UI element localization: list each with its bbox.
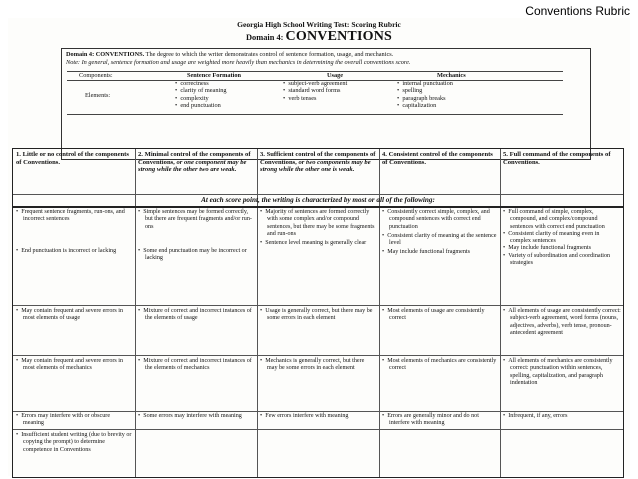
row-divider (13, 194, 623, 195)
criterion: • Consistently correct simple, complex, and compound sentences with correct end punctuation (382, 209, 497, 231)
rubric-document (8, 18, 630, 476)
criterion: • Mixture of correct and incorrect instances of the elements of mechanics (138, 358, 254, 373)
criterion: • All elements of usage are consistently correct: subject-verb agreement, word forms (nouns, adjectives, adverbs), verb tense, pronoun-antecedent agreement (503, 308, 621, 337)
element-item: • spelling (397, 87, 466, 95)
criteria-cell (138, 209, 254, 262)
definition-box (61, 48, 591, 160)
rubric-table (12, 148, 624, 478)
definition-note: Note: In general, sentence formation and usage are weighted more heavily than mechanics in determining the overall conventions score. (66, 59, 411, 66)
criteria-cell (138, 358, 254, 373)
criteria-cell (16, 308, 132, 323)
criteria-cell (260, 413, 376, 420)
level-title: 4. Consistent control of the components of Conventions. (382, 151, 493, 166)
domain-name: CONVENTIONS (285, 29, 392, 44)
element-item: • capitalization (397, 102, 466, 110)
criteria-cell (16, 209, 132, 255)
level-subtitle: or two components may be strong while the other one is weak. (260, 158, 371, 174)
criterion: • Variety of subordination and coordination strategies (503, 253, 621, 268)
document-title: Georgia High School Writing Test: Scoring Rubric (237, 20, 401, 29)
domain-prefix: Domain 4: (245, 33, 284, 42)
criterion: • Most elements of mechanics are consistently correct (382, 358, 497, 373)
criterion: • Majority of sentences are formed correctly with some complex and/or compound sentences, but there may be some fragments and run-ons (260, 209, 376, 238)
criterion: • Usage is generally correct, but there may be some errors in each element (260, 308, 376, 323)
component-usage (283, 72, 347, 102)
component-sentence-formation (175, 72, 241, 110)
level-title: 1. Little or no control of the components of Conventions. (16, 151, 129, 166)
criteria-cell (16, 358, 132, 373)
row-divider (13, 305, 623, 306)
criterion: • All elements of mechanics are consistently correct: punctuation within sentences, spelling, capitalization, and paragraph indentation (503, 358, 621, 387)
criterion: • Errors are generally minor and do not interfere with meaning (382, 413, 497, 428)
criterion: • May include functional fragments (382, 249, 497, 256)
criterion: • May contain frequent and severe errors in most elements of usage (16, 308, 132, 323)
component-heading: Usage (327, 72, 344, 79)
criterion: • Infrequent, if any, errors (503, 413, 621, 420)
level-title: 2. Minimal control of the components of Conventions, (138, 151, 251, 166)
criterion: • May contain frequent and severe errors in most elements of mechanics (16, 358, 132, 373)
definition-title: Domain 4: CONVENTIONS. (66, 51, 145, 58)
definition-text (66, 51, 586, 67)
slide-title: Conventions Rubric (525, 4, 630, 18)
element-item: • standard word forms (283, 87, 347, 95)
row-divider (13, 411, 623, 412)
level-title: 3. Sufficient control of the components of Conventions, (260, 151, 376, 166)
criterion: • Some end punctuation may be incorrect or lacking (138, 248, 254, 263)
criterion: • Few errors interfere with meaning (260, 413, 376, 420)
criterion: • Errors may interfere with or obscure meaning (16, 413, 132, 428)
criteria-cell (260, 308, 376, 323)
level-header (503, 151, 621, 166)
element-item: • complexity (175, 95, 241, 103)
element-item: • correctness (175, 80, 241, 88)
element-item: • subject-verb agreement (283, 80, 347, 88)
criterion: • Most elements of usage are consistently correct (382, 308, 497, 323)
components-grid (67, 71, 563, 124)
level-header (16, 151, 133, 166)
row-divider (13, 429, 623, 430)
criterion: • Full command of simple, complex, compound, and complex/compound sentences with correct end punctuation (503, 209, 621, 231)
definition-body: The degree to which the writer demonstrates control of sentence formation, usage, and mechanics. (145, 51, 394, 58)
element-item: • internal punctuation (397, 80, 466, 88)
criterion: • Insufficient student writing (due to brevity or copying the prompt) to determine competence in Conventions (16, 432, 132, 454)
row-divider (13, 355, 623, 356)
elements-label: Elements: (85, 92, 111, 99)
level-title: 5. Full command of the components of Conventions. (503, 151, 611, 166)
components-label: Components: (79, 72, 113, 79)
criteria-cell (503, 308, 621, 337)
criterion: • Mechanics is generally correct, but there may be some errors in each element (260, 358, 376, 373)
row-divider (13, 206, 623, 208)
component-heading: Sentence Formation (187, 72, 242, 79)
criteria-cell (16, 432, 132, 454)
criteria-cell (503, 209, 621, 267)
score-point-line: At each score point, the writing is characterized by most or all of the following: (201, 196, 435, 204)
criterion: • Consistent clarity of meaning even in complex sentences (503, 231, 621, 246)
level-header (138, 151, 255, 174)
element-item: • paragraph breaks (397, 95, 466, 103)
criterion: • May include functional fragments (503, 245, 621, 252)
criteria-cell (503, 413, 621, 420)
criteria-cell (503, 358, 621, 387)
grid-divider (67, 114, 563, 115)
criteria-cell (138, 413, 254, 420)
element-item: • verb tenses (283, 95, 347, 103)
criteria-cell (382, 358, 497, 373)
criteria-cell (260, 209, 376, 247)
criterion: • Some errors may interfere with meaning (138, 413, 254, 420)
criterion: • Frequent sentence fragments, run-ons, and incorrect sentences (16, 209, 132, 224)
criteria-cell (16, 413, 132, 428)
level-header (382, 151, 498, 166)
criteria-cell (382, 209, 497, 257)
criteria-cell (382, 413, 497, 428)
criteria-cell (260, 358, 376, 373)
criteria-cell (382, 308, 497, 323)
criterion: • Sentence level meaning is generally clear (260, 240, 376, 247)
criterion: • End punctuation is incorrect or lacking (16, 248, 132, 255)
criterion: • Simple sentences may be formed correctly, but there are frequent fragments and/or run-ons (138, 209, 254, 231)
component-mechanics (397, 72, 466, 110)
element-item: • clarity of meaning (175, 87, 241, 95)
component-heading: Mechanics (437, 72, 466, 79)
level-header (260, 151, 377, 174)
level-subtitle: or one component may be strong while the other two are weak. (138, 158, 247, 174)
criteria-cell (138, 308, 254, 323)
criterion: • Mixture of correct and incorrect instances of the elements of usage (138, 308, 254, 323)
criterion: • Consistent clarity of meaning at the sentence level (382, 233, 497, 248)
element-item: • end punctuation (175, 102, 241, 110)
domain-heading (8, 29, 630, 45)
